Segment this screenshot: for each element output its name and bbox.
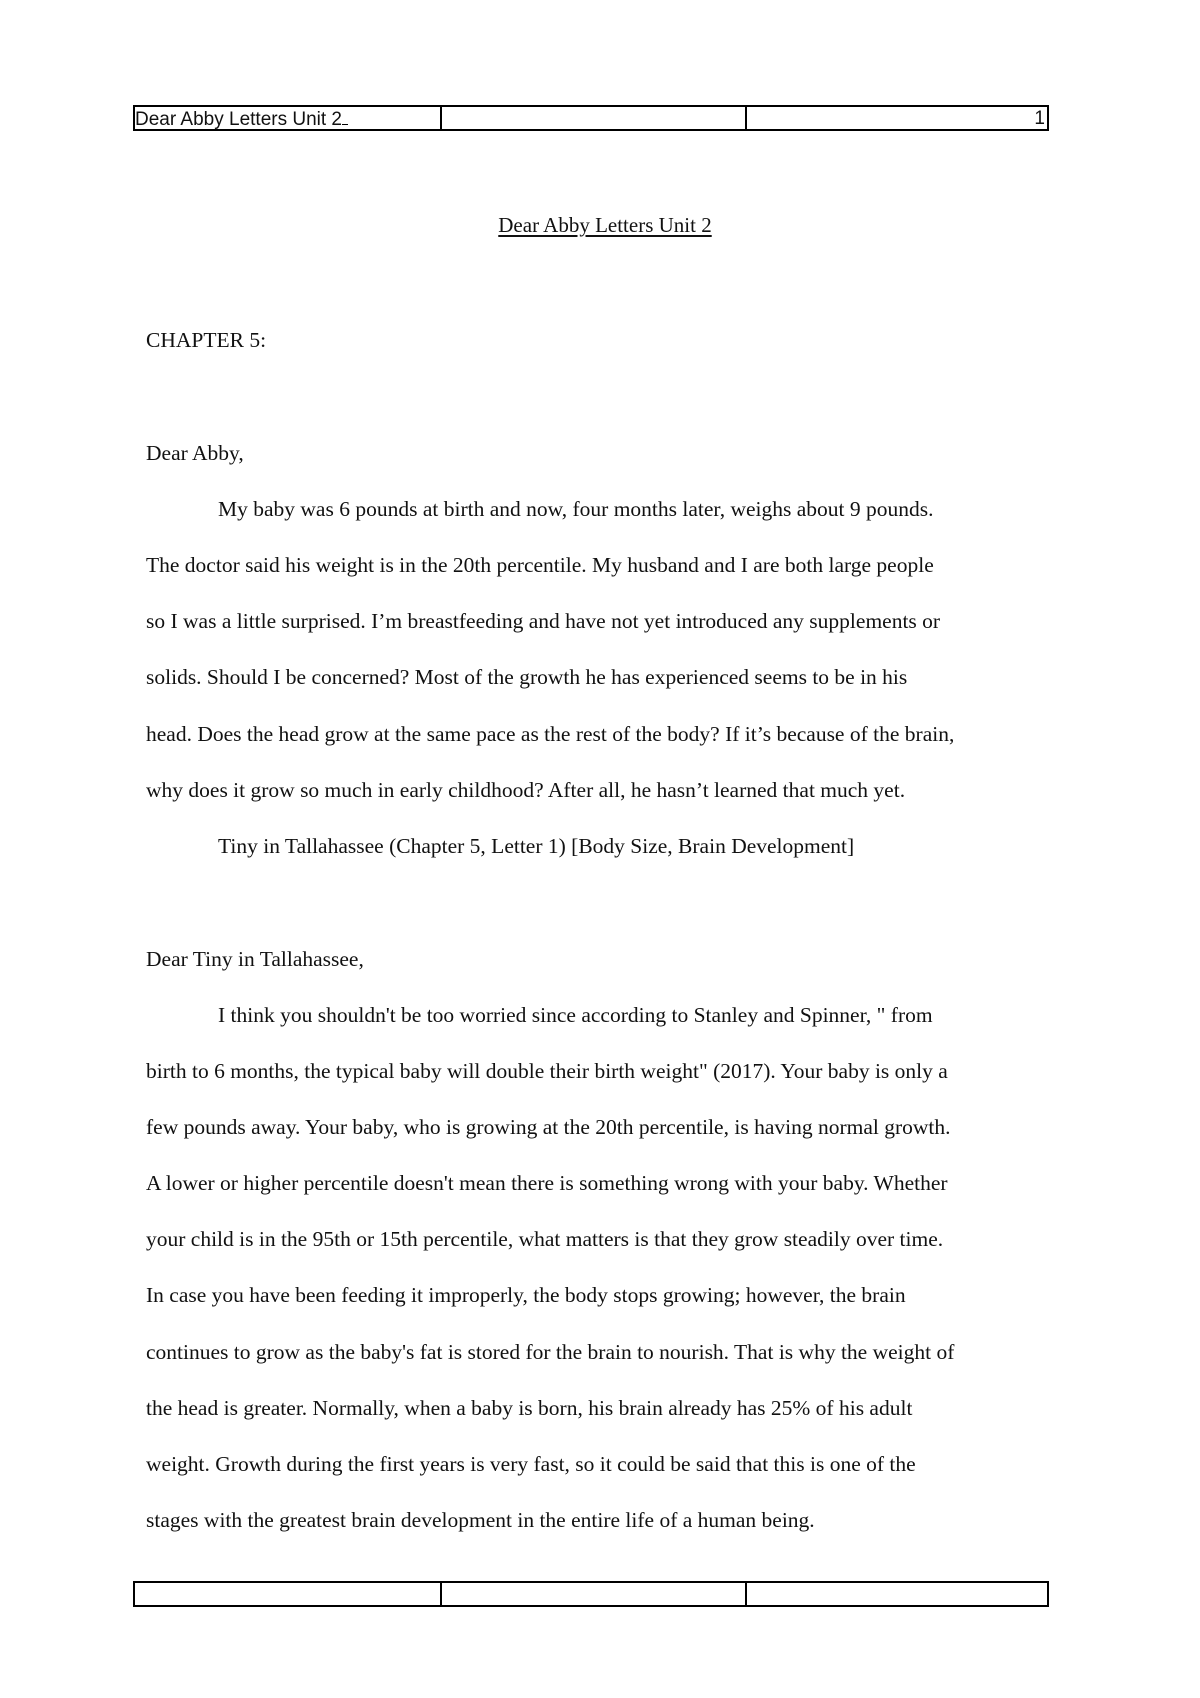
letter-line: My baby was 6 pounds at birth and now, four months later, weighs about 9 pounds. [218, 497, 934, 521]
letter-line: so I was a little surprised. I’m breastfeeding and have not yet introduced any supplements or [146, 609, 941, 633]
page-footer-table [133, 1581, 1049, 1607]
letter-salutation: Dear Abby, [146, 441, 244, 465]
reply-line: few pounds away. Your baby, who is growing at the 20th percentile, is having normal growth. [146, 1115, 951, 1139]
reply-salutation: Dear Tiny in Tallahassee, [146, 947, 364, 971]
letter-line: head. Does the head grow at the same pace as the rest of the body? If it’s because of the brain, [146, 722, 955, 746]
reply-line: your child is in the 95th or 15th percentile, what matters is that they grow steadily over time. [146, 1227, 944, 1251]
chapter-heading: CHAPTER 5: [146, 328, 267, 352]
header-cell-right [745, 107, 1047, 129]
footer-cell-right [745, 1583, 1047, 1605]
document-title: Dear Abby Letters Unit 2 [498, 213, 712, 237]
header-cell-left [135, 107, 440, 129]
page-header-table [133, 105, 1049, 131]
letter-line: The doctor said his weight is in the 20th percentile. My husband and I are both large people [146, 553, 934, 577]
page-number: 1 [1034, 108, 1045, 129]
reply-line: birth to 6 months, the typical baby will double their birth weight" (2017). Your baby is only a [146, 1059, 948, 1083]
reply-line: the head is greater. Normally, when a baby is born, his brain already has 25% of his adult [146, 1396, 913, 1420]
reply-line: stages with the greatest brain development in the entire life of a human being. [146, 1508, 815, 1532]
header-cell-middle [440, 107, 745, 129]
letter-signature: Tiny in Tallahassee (Chapter 5, Letter 1) [Body Size, Brain Development] [218, 834, 855, 858]
reply-line: A lower or higher percentile doesn't mean there is something wrong with your baby. Whether [146, 1171, 948, 1195]
footer-cell-left [135, 1583, 440, 1605]
letter-line: why does it grow so much in early childhood? After all, he hasn’t learned that much yet. [146, 778, 906, 802]
reply-line: I think you shouldn't be too worried since according to Stanley and Spinner, " from [218, 1003, 933, 1027]
reply-line: weight. Growth during the first years is very fast, so it could be said that this is one of the [146, 1452, 916, 1476]
reply-line: In case you have been feeding it improperly, the body stops growing; however, the brain [146, 1283, 906, 1307]
header-left-text: Dear Abby Letters Unit 2 [135, 108, 348, 131]
letter-line: solids. Should I be concerned? Most of the growth he has experienced seems to be in his [146, 665, 908, 689]
footer-cell-middle [440, 1583, 745, 1605]
reply-line: continues to grow as the baby's fat is stored for the brain to nourish. That is why the weight of [146, 1340, 955, 1364]
